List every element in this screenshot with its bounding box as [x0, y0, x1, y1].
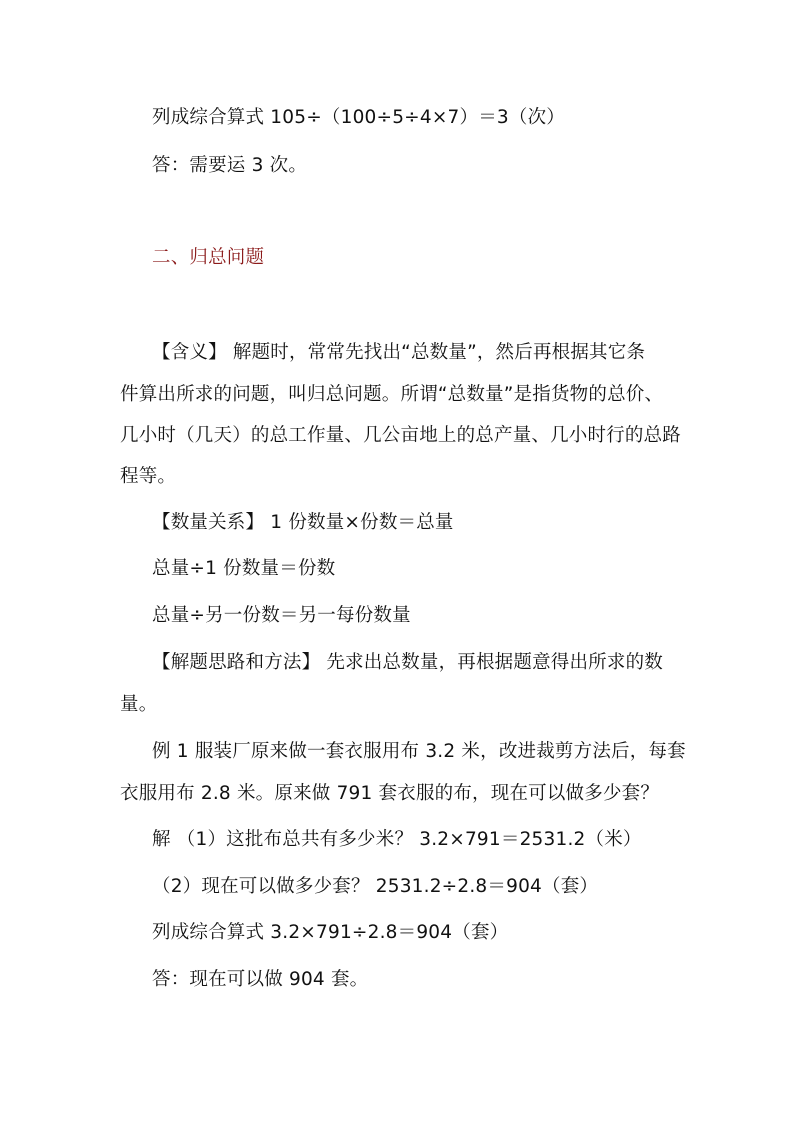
- quantity-relation-2: 总量÷1 份数量＝份数: [152, 558, 336, 579]
- quantity-relation-3: 总量÷另一份数＝另一每份数量: [152, 605, 411, 626]
- section-heading: 二、归总问题: [152, 247, 265, 268]
- solution-step-1: 解 （1）这批布总共有多少米？ 3.2×791＝2531.2（米）: [152, 829, 642, 850]
- definition-paragraph-line-4: 程等。: [120, 466, 177, 487]
- previous-answer: 答：需要运 3 次。: [152, 155, 308, 176]
- example-1-line-2: 衣服用布 2.8 米。原来做 791 套衣服的布，现在可以做多少套？: [120, 783, 660, 804]
- quantity-relation-1: 【数量关系】 1 份数量×份数＝总量: [152, 512, 454, 533]
- solution-formula: 列成综合算式 3.2×791÷2.8＝904（套）: [152, 922, 509, 943]
- definition-paragraph-line-2: 件算出所求的问题，叫归总问题。所谓“总数量”是指货物的总价、: [120, 384, 664, 405]
- method-paragraph-line-1: 【解题思路和方法】 先求出总数量，再根据题意得出所求的数: [152, 652, 663, 673]
- definition-paragraph-line-1: 【含义】 解题时，常常先找出“总数量”，然后再根据其它条: [152, 342, 646, 363]
- solution-step-2: （2）现在可以做多少套？ 2531.2÷2.8＝904（套）: [152, 876, 599, 897]
- method-paragraph-line-2: 量。: [120, 694, 158, 715]
- previous-solution-formula: 列成综合算式 105÷（100÷5÷4×7）＝3（次）: [152, 107, 565, 128]
- example-1-line-1: 例 1 服装厂原来做一套衣服用布 3.2 米，改进裁剪方法后，每套: [152, 741, 686, 762]
- definition-paragraph-line-3: 几小时（几天）的总工作量、几公亩地上的总产量、几小时行的总路: [120, 425, 682, 446]
- solution-answer: 答：现在可以做 904 套。: [152, 969, 369, 990]
